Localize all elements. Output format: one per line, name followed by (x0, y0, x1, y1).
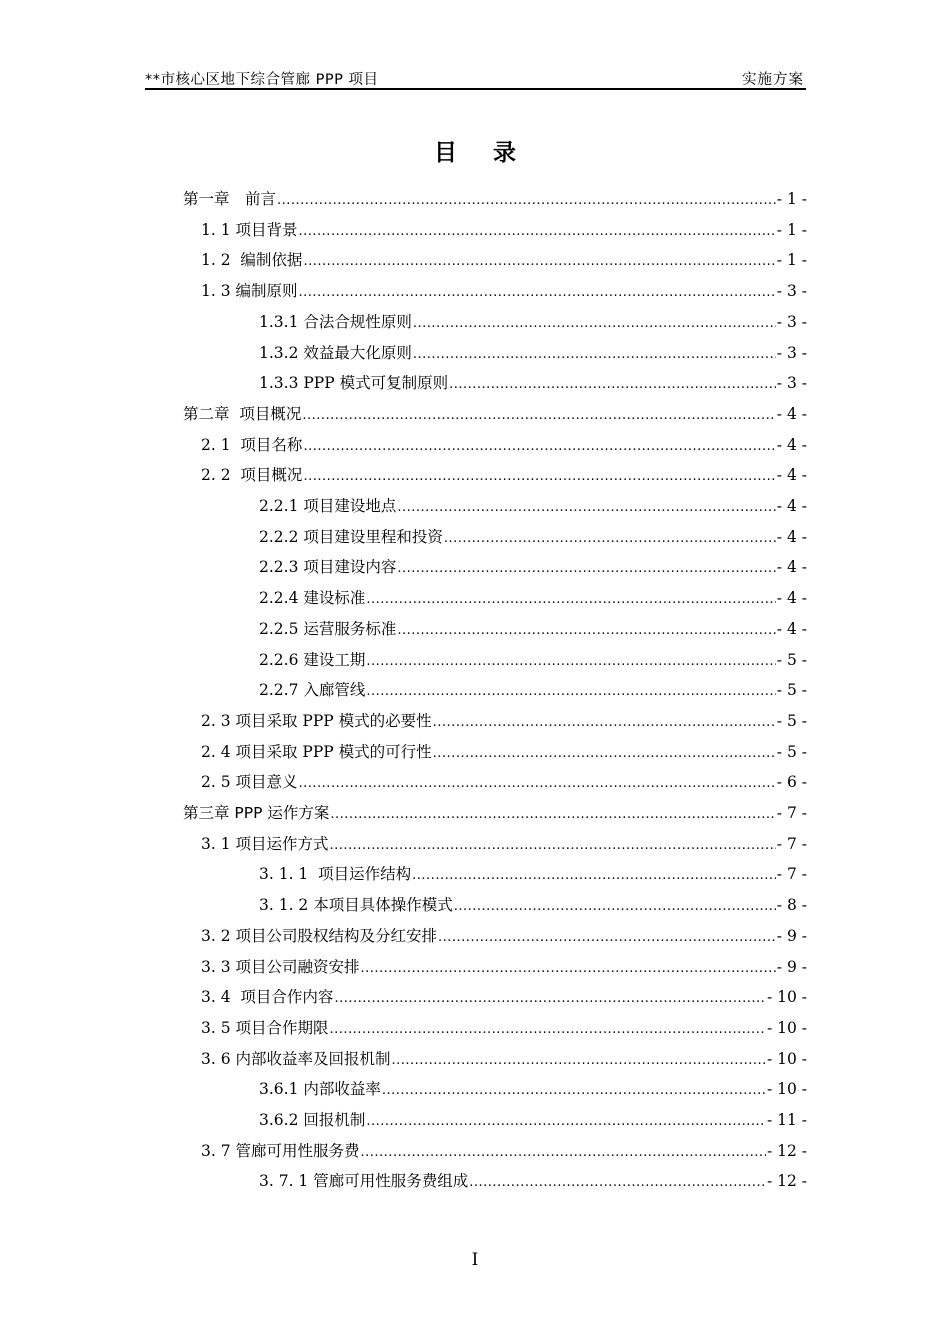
toc-entry-page: - 11 - (766, 1111, 807, 1129)
toc-entry[interactable] (259, 861, 807, 885)
toc-entry-page: - 4 - (776, 497, 807, 515)
toc-entry-label: 第二章 项目概况 (183, 404, 302, 423)
toc-entry-page: - 10 - (766, 988, 807, 1007)
toc-entry[interactable] (201, 247, 807, 271)
toc-dot-leader (366, 591, 775, 609)
toc-entry-page: - 4 - (776, 589, 807, 608)
toc-dot-leader (449, 376, 776, 394)
toc-entry[interactable] (259, 585, 807, 609)
toc-entry-label: 2.2.5 运营服务标准 (259, 619, 397, 638)
toc-dot-leader (444, 530, 776, 548)
toc-dot-leader (366, 653, 775, 671)
toc-entry-label: 2.2.1 项目建设地点 (259, 497, 397, 515)
toc-entry-page: - 7 - (776, 865, 807, 884)
toc-dot-leader (454, 898, 776, 916)
toc-entry-page: - 4 - (776, 466, 807, 485)
toc-dot-leader (438, 929, 776, 947)
toc-entry-page: - 5 - (776, 711, 807, 730)
toc-entry[interactable] (259, 647, 807, 671)
toc-dot-leader (277, 192, 776, 210)
toc-entry[interactable] (259, 554, 807, 578)
toc-entry-label: 3. 6 内部收益率及回报机制 (201, 1049, 391, 1068)
toc-dot-leader (303, 438, 775, 456)
toc-entry[interactable] (201, 708, 807, 732)
toc-dot-leader (302, 407, 775, 425)
toc-entry-label: 1.3.3 PPP 模式可复制原则 (259, 374, 449, 393)
toc-entry-page: - 4 - (776, 435, 807, 454)
toc-dot-leader (361, 960, 776, 978)
toc-entry[interactable] (259, 1107, 807, 1131)
toc-entry-page: - 6 - (776, 773, 807, 792)
toc-dot-leader (397, 622, 775, 640)
toc-dot-leader (299, 223, 776, 241)
toc-entry[interactable] (201, 984, 807, 1008)
toc-entry-label: 2. 3 项目采取 PPP 模式的必要性 (201, 711, 432, 730)
toc-heading: 目录 (434, 140, 552, 166)
toc-entry[interactable] (201, 769, 807, 793)
toc-entry-label: 第一章 前言 (183, 190, 277, 208)
toc-dot-leader (413, 346, 776, 364)
header-project-title: **市核心区地下综合管廊 PPP 项目 (145, 72, 379, 88)
toc-entry-label: 2.2.3 项目建设内容 (259, 558, 397, 577)
toc-dot-leader (433, 745, 776, 763)
toc-entry[interactable] (259, 892, 807, 916)
toc-entry[interactable] (201, 739, 807, 763)
toc-entry-page: - 3 - (776, 282, 807, 301)
toc-dot-leader (397, 560, 775, 578)
toc-entry-label: 3. 7. 1 管廊可用性服务费组成 (259, 1172, 469, 1191)
toc-dot-leader (366, 1113, 766, 1131)
toc-entry[interactable] (201, 954, 807, 978)
toc-entry[interactable] (259, 340, 807, 364)
toc-dot-leader (469, 1174, 766, 1192)
toc-entry-label: 3. 4 项目合作内容 (201, 988, 334, 1007)
toc-entry-label: 1. 3 编制原则 (201, 282, 298, 301)
toc-entry-page: - 4 - (776, 404, 807, 423)
toc-dot-leader (433, 714, 776, 732)
toc-entry-label: 第三章 PPP 运作方案 (183, 804, 330, 822)
toc-dot-leader (392, 1052, 766, 1070)
toc-entry[interactable] (183, 401, 807, 425)
toc-entry[interactable] (201, 1015, 807, 1039)
toc-entry-page: - 10 - (766, 1018, 807, 1037)
toc-entry[interactable] (259, 370, 807, 394)
toc-entry[interactable] (259, 524, 807, 548)
toc-dot-leader (299, 284, 776, 302)
header-document-type: 实施方案 (742, 72, 804, 88)
toc-entry-label: 3. 1 项目运作方式 (201, 834, 329, 853)
toc-dot-leader (413, 315, 776, 333)
toc-entry-label: 3. 1. 1 项目运作结构 (259, 865, 412, 884)
toc-dot-leader (299, 775, 776, 793)
toc-dot-leader (330, 837, 776, 855)
toc-entry[interactable] (201, 1138, 807, 1162)
toc-entry-label: 2.2.6 建设工期 (259, 650, 366, 669)
toc-entry-page: - 4 - (776, 619, 807, 638)
toc-entry-label: 3. 3 项目公司融资安排 (201, 957, 360, 976)
toc-dot-leader (412, 867, 776, 885)
toc-dot-leader (303, 253, 775, 271)
toc-entry-page: - 7 - (776, 804, 807, 822)
toc-entry-page: - 7 - (776, 834, 807, 853)
toc-entry-label: 3.6.2 回报机制 (259, 1111, 366, 1129)
toc-dot-leader (366, 683, 775, 701)
toc-entry-page: - 4 - (776, 527, 807, 546)
toc-entry-page: - 3 - (776, 312, 807, 331)
toc-dot-leader (330, 806, 775, 824)
toc-entry-page: - 12 - (766, 1141, 807, 1160)
toc-entry-page: - 12 - (766, 1172, 807, 1191)
toc-entry-page: - 8 - (776, 896, 807, 915)
toc-entry-page: - 9 - (776, 957, 807, 976)
toc-entry[interactable] (259, 1168, 807, 1192)
toc-entry-label: 2.2.4 建设标准 (259, 589, 366, 608)
toc-entry-label: 2.2.7 入廊管线 (259, 681, 366, 700)
toc-entry-page: - 5 - (776, 681, 807, 700)
toc-entry-page: - 10 - (766, 1049, 807, 1068)
toc-entry[interactable] (259, 677, 807, 701)
toc-entry[interactable] (201, 432, 807, 456)
toc-entry-page: - 3 - (776, 374, 807, 393)
toc-entry-page: - 4 - (776, 558, 807, 577)
toc-entry-label: 2. 5 项目意义 (201, 773, 298, 792)
page-number: I (471, 1250, 479, 1270)
toc-dot-leader (397, 499, 775, 517)
toc-entry[interactable] (259, 616, 807, 640)
toc-entry[interactable] (201, 923, 807, 947)
toc-entry-label: 3.6.1 内部收益率 (259, 1080, 381, 1099)
toc-entry-page: - 1 - (776, 251, 807, 270)
toc-entry-label: 1. 1 项目背景 (201, 220, 298, 239)
toc-dot-leader (382, 1082, 766, 1100)
toc-dot-leader (330, 1021, 766, 1039)
toc-entry-page: - 1 - (776, 220, 807, 239)
toc-entry[interactable] (201, 462, 807, 486)
toc-entry-page: - 10 - (766, 1080, 807, 1099)
toc-entry-page: - 5 - (776, 650, 807, 669)
toc-entry[interactable] (259, 309, 807, 333)
toc-entry[interactable] (259, 1076, 807, 1100)
toc-dot-leader (334, 990, 766, 1008)
toc-entry[interactable] (201, 217, 807, 241)
toc-entry[interactable] (201, 278, 807, 302)
toc-entry[interactable] (183, 186, 807, 210)
toc-entry-label: 3. 1. 2 本项目具体操作模式 (259, 896, 453, 915)
toc-entry-label: 2. 2 项目概况 (201, 466, 303, 485)
toc-dot-leader (303, 468, 775, 486)
toc-dot-leader (361, 1144, 766, 1162)
toc-entry[interactable] (183, 800, 807, 824)
toc-entry-label: 2. 1 项目名称 (201, 435, 303, 454)
toc-entry-label: 2. 4 项目采取 PPP 模式的可行性 (201, 742, 432, 761)
toc-entry[interactable] (201, 831, 807, 855)
toc-entry-label: 3. 7 管廊可用性服务费 (201, 1141, 360, 1160)
toc-entry-label: 1.3.2 效益最大化原则 (259, 343, 412, 362)
page-header (145, 66, 806, 90)
toc-entry-label: 3. 5 项目合作期限 (201, 1018, 329, 1037)
toc-entry[interactable] (259, 493, 807, 517)
toc-entry-label: 1.3.1 合法合规性原则 (259, 312, 412, 331)
toc-entry-page: - 1 - (776, 190, 807, 208)
toc-entry[interactable] (201, 1046, 807, 1070)
toc-entry-label: 3. 2 项目公司股权结构及分红安排 (201, 926, 438, 945)
toc-entry-page: - 5 - (776, 742, 807, 761)
toc-entry-label: 2.2.2 项目建设里程和投资 (259, 527, 443, 546)
toc-entry-page: - 3 - (776, 343, 807, 362)
toc-entry-label: 1. 2 编制依据 (201, 251, 303, 270)
toc-entry-page: - 9 - (776, 926, 807, 945)
